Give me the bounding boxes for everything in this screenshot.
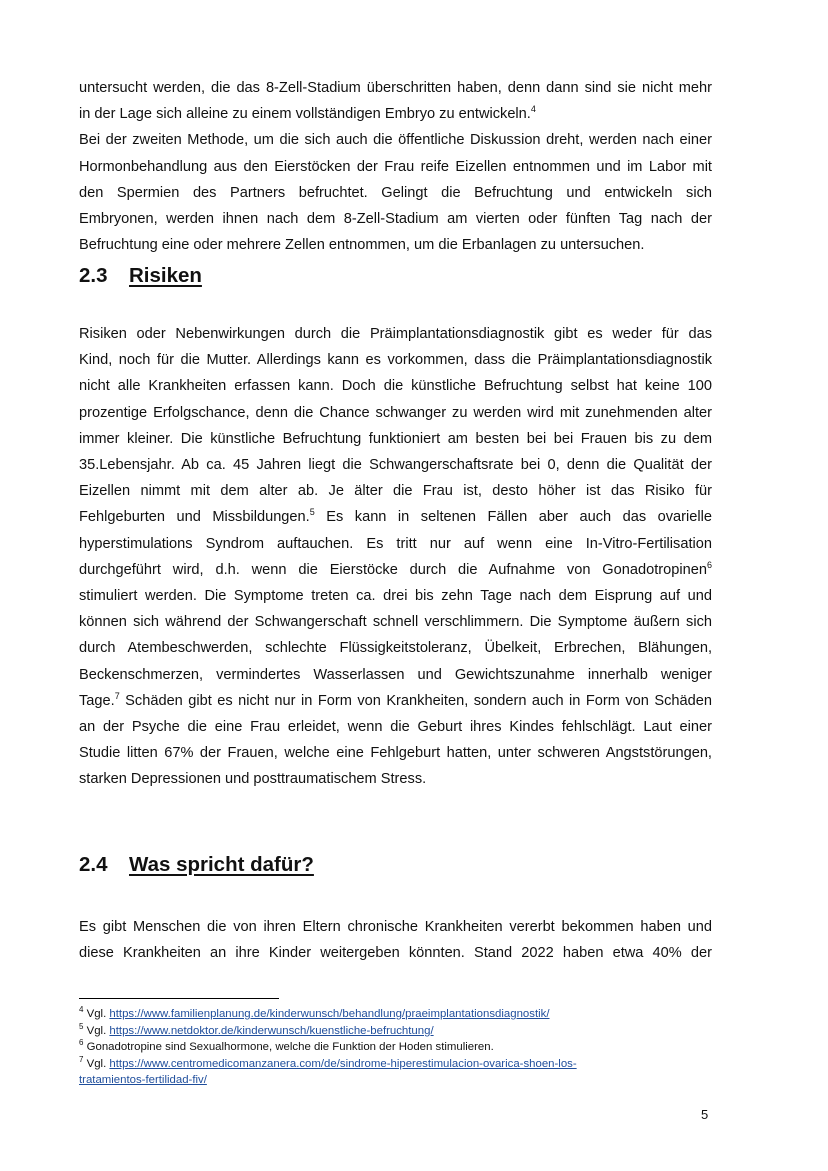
text-line: Risiken oder Nebenwirkungen durch die Präimplantationsdiagnostik gibt es weder für das: [79, 326, 712, 342]
footnotes: [79, 1006, 719, 1089]
paragraph-pid-methods: [79, 75, 712, 258]
text-line: in der Lage sich alleine zu einem vollständigen Embryo zu entwickeln.$^4$: [79, 104, 536, 123]
text-line: können sich während der Schwangerschaft schnell verschlimmern. Die Symptome äußern sich: [79, 614, 712, 631]
text-line: diese Krankheiten an ihre Kinder weitergeben könnten. Stand 2022 haben etwa 40% der: [79, 945, 712, 962]
text-line: Embryonen, werden ihnen nach dem 8-Zell-Stadium am vierten oder fünften Tag nach der: [79, 211, 712, 228]
paragraph-was-spricht-dafuer: [79, 914, 712, 966]
text-line: an der Psyche die eine Frau erleidet, wenn die Geburt ihres Kindes fehlschlägt. Laut einer: [79, 719, 712, 736]
text-line: durchgeführt wird, d.h. wenn die Eierstöcke durch die Aufnahme von Gonadotropinen$^6$: [79, 559, 712, 578]
footnote-7-cont: [79, 1072, 719, 1089]
text-line: immer kleiner. Die künstliche Befruchtung funktioniert am besten bei bei Frauen bis zu dem: [79, 430, 712, 447]
footnote-reference[interactable]: 7: [114, 690, 120, 701]
text-line: 35.Lebensjahr. Ab ca. 45 Jahren liegt die Schwangerschaftsrate bei 0, denn die Qualität der: [79, 457, 712, 474]
text-line: Es gibt Menschen die von ihren Eltern chronische Krankheiten vererbt bekommen haben und: [79, 919, 712, 935]
text-line: Studie litten 67% der Frauen, welche eine Fehlgeburt hatten, unter schweren Angststörungen,: [79, 745, 712, 762]
text-line: untersucht werden, die das 8-Zell-Stadium überschritten haben, denn dann sind sie nicht mehr: [79, 80, 712, 96]
footnote-link[interactable]: https://www.familienplanung.de/kinderwunsch/behandlung/praeimplantationsdiagnostik/: [109, 1008, 550, 1020]
text-line: durch Atembeschwerden, schlechte Flüssigkeitstoleranz, Übelkeit, Erbrechen, Blähungen,: [79, 640, 712, 657]
text-line: hyperstimulations Syndrom auftauchen. Es tritt nur auf wenn eine In-Vitro-Fertilisation: [79, 535, 712, 552]
footnote-7: $^7$ Vgl. https://www.centromedicomanzanera.com/de/sindrome-hiperestimulacion-ovarica-shoen-los-: [79, 1054, 577, 1070]
footnote-link[interactable]: tratamientos-fertilidad-fiv/: [79, 1074, 207, 1087]
text-line: Befruchtung eine oder mehrere Zellen entnommen, um die Erbanlagen zu untersuchen.: [79, 237, 645, 254]
text-line: Fehlgeburten und Missbildungen.$^5$ Es kann in seltenen Fällen aber auch das ovarielle: [79, 507, 712, 526]
footnote-reference[interactable]: 4: [530, 104, 536, 115]
text-line: stimuliert werden. Die Symptome treten ca. drei bis zehn Tage nach dem Eisprung auf und: [79, 588, 712, 605]
footnote-6: $^6$ Gonadotropine sind Sexualhormone, welche die Funktion der Hoden stimulieren.: [79, 1038, 494, 1054]
footnote-separator: [79, 998, 279, 999]
text-line: Beckenschmerzen, vermindertes Wasserlassen und Gewichtszunahme innerhalb weniger: [79, 666, 712, 683]
footnote-link[interactable]: https://www.netdoktor.de/kinderwunsch/kuenstliche-befruchtung/: [109, 1024, 434, 1037]
footnote-reference[interactable]: 5: [309, 507, 315, 518]
text-line: starken Depressionen und posttraumatischem Stress.: [79, 771, 427, 788]
text-line: nicht alle Krankheiten erfassen kann. Doch die künstliche Befruchtung selbst hat keine 100: [79, 378, 712, 395]
footnote-4: $^4$ Vgl. https://www.familienplanung.de/kinderwunsch/behandlung/praeimplantationsdiagnostik/: [79, 1005, 550, 1020]
section-number: 2.4: [79, 853, 108, 876]
text-line: prozentige Erfolgschance, denn die Chance schwanger zu werden wird mit zunehmenden alter: [79, 404, 712, 421]
text-line: Tage.$^7$ Schäden gibt es nicht nur in Form von Krankheiten, sondern auch in Form von Schäden: [79, 690, 712, 709]
text-line: den Spermien des Partners befruchtet. Gelingt die Befruchtung und entwickeln sich: [79, 184, 712, 201]
section-heading-was-spricht-dafuer: [79, 853, 314, 877]
footnote-5: $^5$ Vgl. https://www.netdoktor.de/kinderwunsch/kuenstliche-befruchtung/: [79, 1021, 434, 1037]
section-heading-risiken: [79, 264, 202, 288]
footnote-reference[interactable]: 6: [706, 559, 712, 570]
section-title: Risiken: [129, 264, 202, 287]
text-line: Bei der zweiten Methode, um die sich auch die öffentliche Diskussion dreht, werden nach einer: [79, 132, 712, 149]
footnote-link[interactable]: https://www.centromedicomanzanera.com/de/sindrome-hiperestimulacion-ovarica-shoen-los-: [109, 1057, 577, 1070]
section-title: Was spricht dafür?: [129, 853, 314, 876]
text-line: Eizellen nimmt mit dem alter ab. Je älter die Frau ist, desto höher ist das Risiko für: [79, 483, 712, 500]
text-line: Kind, noch für die Mutter. Allerdings kann es vorkommen, dass die Präimplantationsdiagnostik: [79, 352, 712, 369]
section-number: 2.3: [79, 264, 108, 287]
page-number: 5: [701, 1107, 709, 1122]
paragraph-risiken: [79, 321, 712, 793]
text-line: Hormonbehandlung aus den Eierstöcken der Frau reife Eizellen entnommen und im Labor mit: [79, 158, 712, 175]
